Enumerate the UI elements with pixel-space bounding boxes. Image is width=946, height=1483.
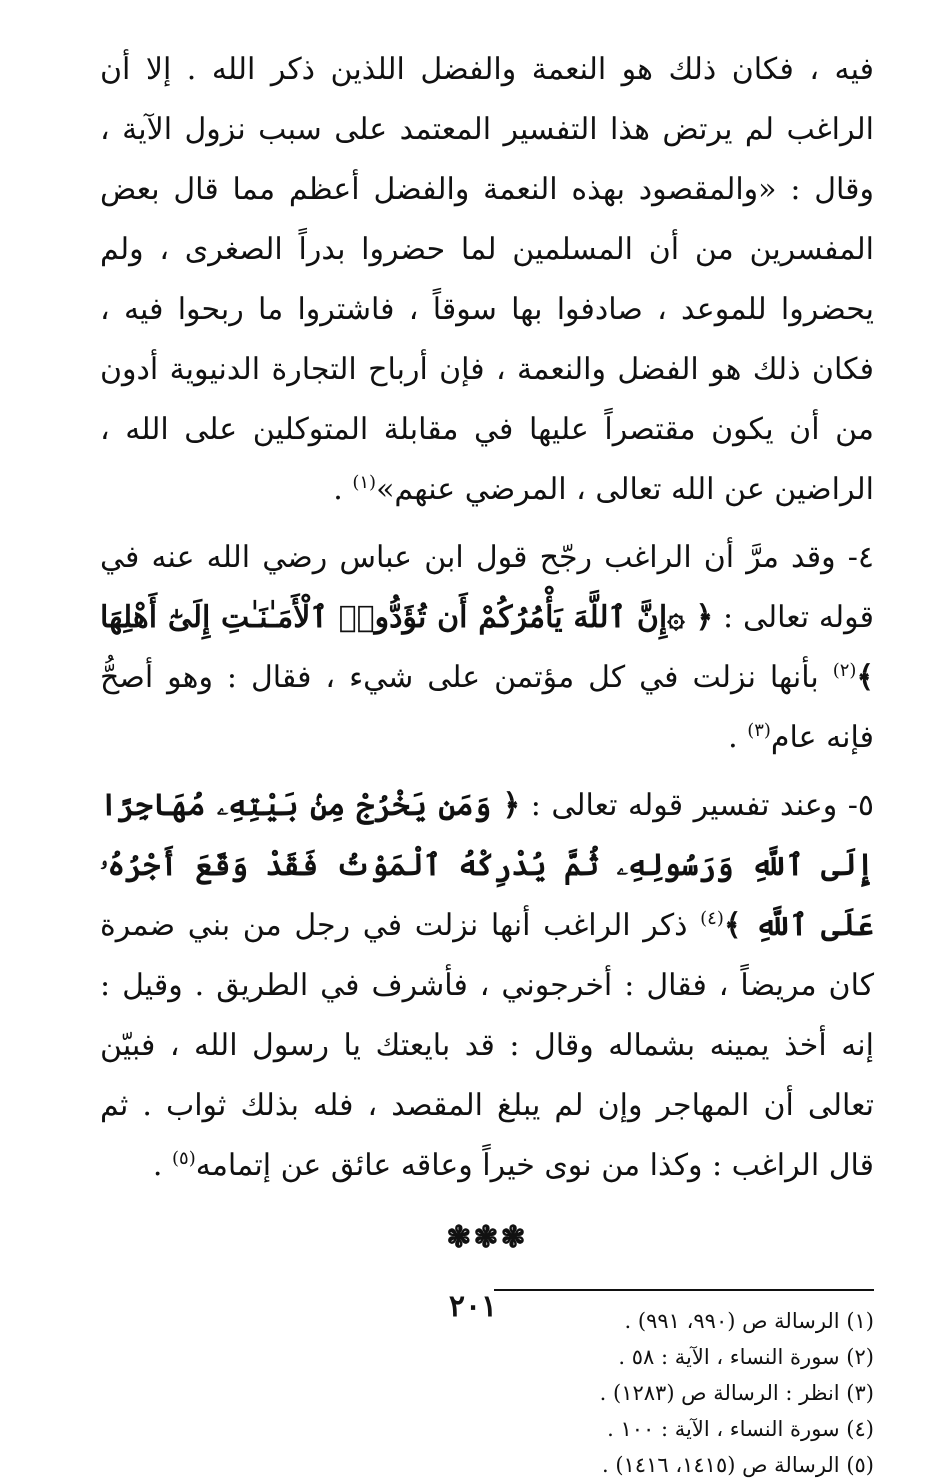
paragraph-text: بأنها نزلت في كل مؤتمن على شيء ، فقال : وهو أصحُّ فإنه عام [100,660,874,755]
footnote-item: (١) الرسالة ص (٩٩٠، ٩٩١) . [624,1309,874,1333]
footnote-item: (٥) الرسالة ص (١٤١٥، ١٤١٦) . [601,1453,874,1477]
paragraph-text: ذكر الراغب أنها نزلت في رجل من بني ضمرة كان مريضاً ، فقال : أخرجوني ، فأشرف في الطريق . وقيل : إنه أخذ يمينه بشماله وقال : قد بايعتك يا رسول الله ، فبيّن تعالى أن المهاجر وإن لم يبلغ المقصد ، فله بذلك ثواب . ثم قال الراغب : وكذا من نوى خيراً وعاقه عائق عن إتمامه [100,908,874,1183]
paragraph-text: ٤- وقد مرَّ أن الراغب رجّح قول ابن عباس رضي الله عنه في قوله تعالى : [100,540,874,635]
footnote-reference-5: (٥) [172,1148,196,1169]
footnote-item: (٣) انظر : الرسالة ص (١٢٨٣) . [599,1381,874,1405]
paragraph-3 [100,776,874,1196]
footnote-item: (٢) سورة النساء ، الآية : ٥٨ . [618,1345,874,1369]
section-separator: ❃❃❃ [446,1220,528,1255]
paragraph-text: . [152,1148,172,1183]
footnote-reference-1: (١) [352,472,377,493]
footnotes-list [100,1303,874,1483]
quran-verse: ﴿ وَمَن يَخْرُجْ مِنۢ بَيْتِهِۦ مُهَاجِرًا إِلَى ٱللَّهِ وَرَسُولِهِۦ ثُمَّ يُدْرِكْهُ ٱلْمَوْتُ فَقَدْ وَقَعَ أَجْرُهُۥ عَلَى ٱللَّهِ ﴾ [100,788,875,943]
body-text [100,40,874,1196]
paragraph-text: فيه ، فكان ذلك هو النعمة والفضل اللذين ذكر الله . إلا أن الراغب لم يرتض هذا التفسير المعتمد على سبب نزول الآية ، وقال : «والمقصود بهذه النعمة والفضل أعظم مما قال بعض المفسرين من أن المسلمين لما حضروا بدراً الصغرى ، ولم يحضروا للموعد ، صادفوا بها سوقاً ، فاشتروا ما ربحوا فيه ، فكان ذلك هو الفضل والنعمة ، فإن أرباح التجارة الدنيوية أدون من أن يكون مقتصراً عليها في مقابلة المتوكلين على الله ، الراضين عن الله تعالى ، المرضي عنهم» [100,52,874,507]
quran-verse: ﴿ ۞إِنَّ ٱللَّهَ يَأْمُرُكُمْ أَن تُؤَدُّوا۟ ٱلْأَمَـٰنَـٰتِ إِلَىٰٓ أَهْلِهَا ﴾ [100,600,874,695]
footnote-reference-4: (٤) [700,908,724,929]
footnote-reference-3: (٣) [747,720,771,741]
page-number: ٢٠١ [448,1289,498,1324]
paragraph-2 [100,528,874,768]
paragraph-text: . [333,472,353,507]
paragraph-text: ٥- وعند تفسير قوله تعالى : [520,788,874,823]
paragraph-text: . [728,720,748,755]
paragraph-1 [100,40,874,520]
document-page [100,40,875,1477]
footnote-reference-2: (٢) [832,660,857,681]
footnote-item: (٤) سورة النساء ، الآية : ١٠٠ . [607,1417,874,1441]
